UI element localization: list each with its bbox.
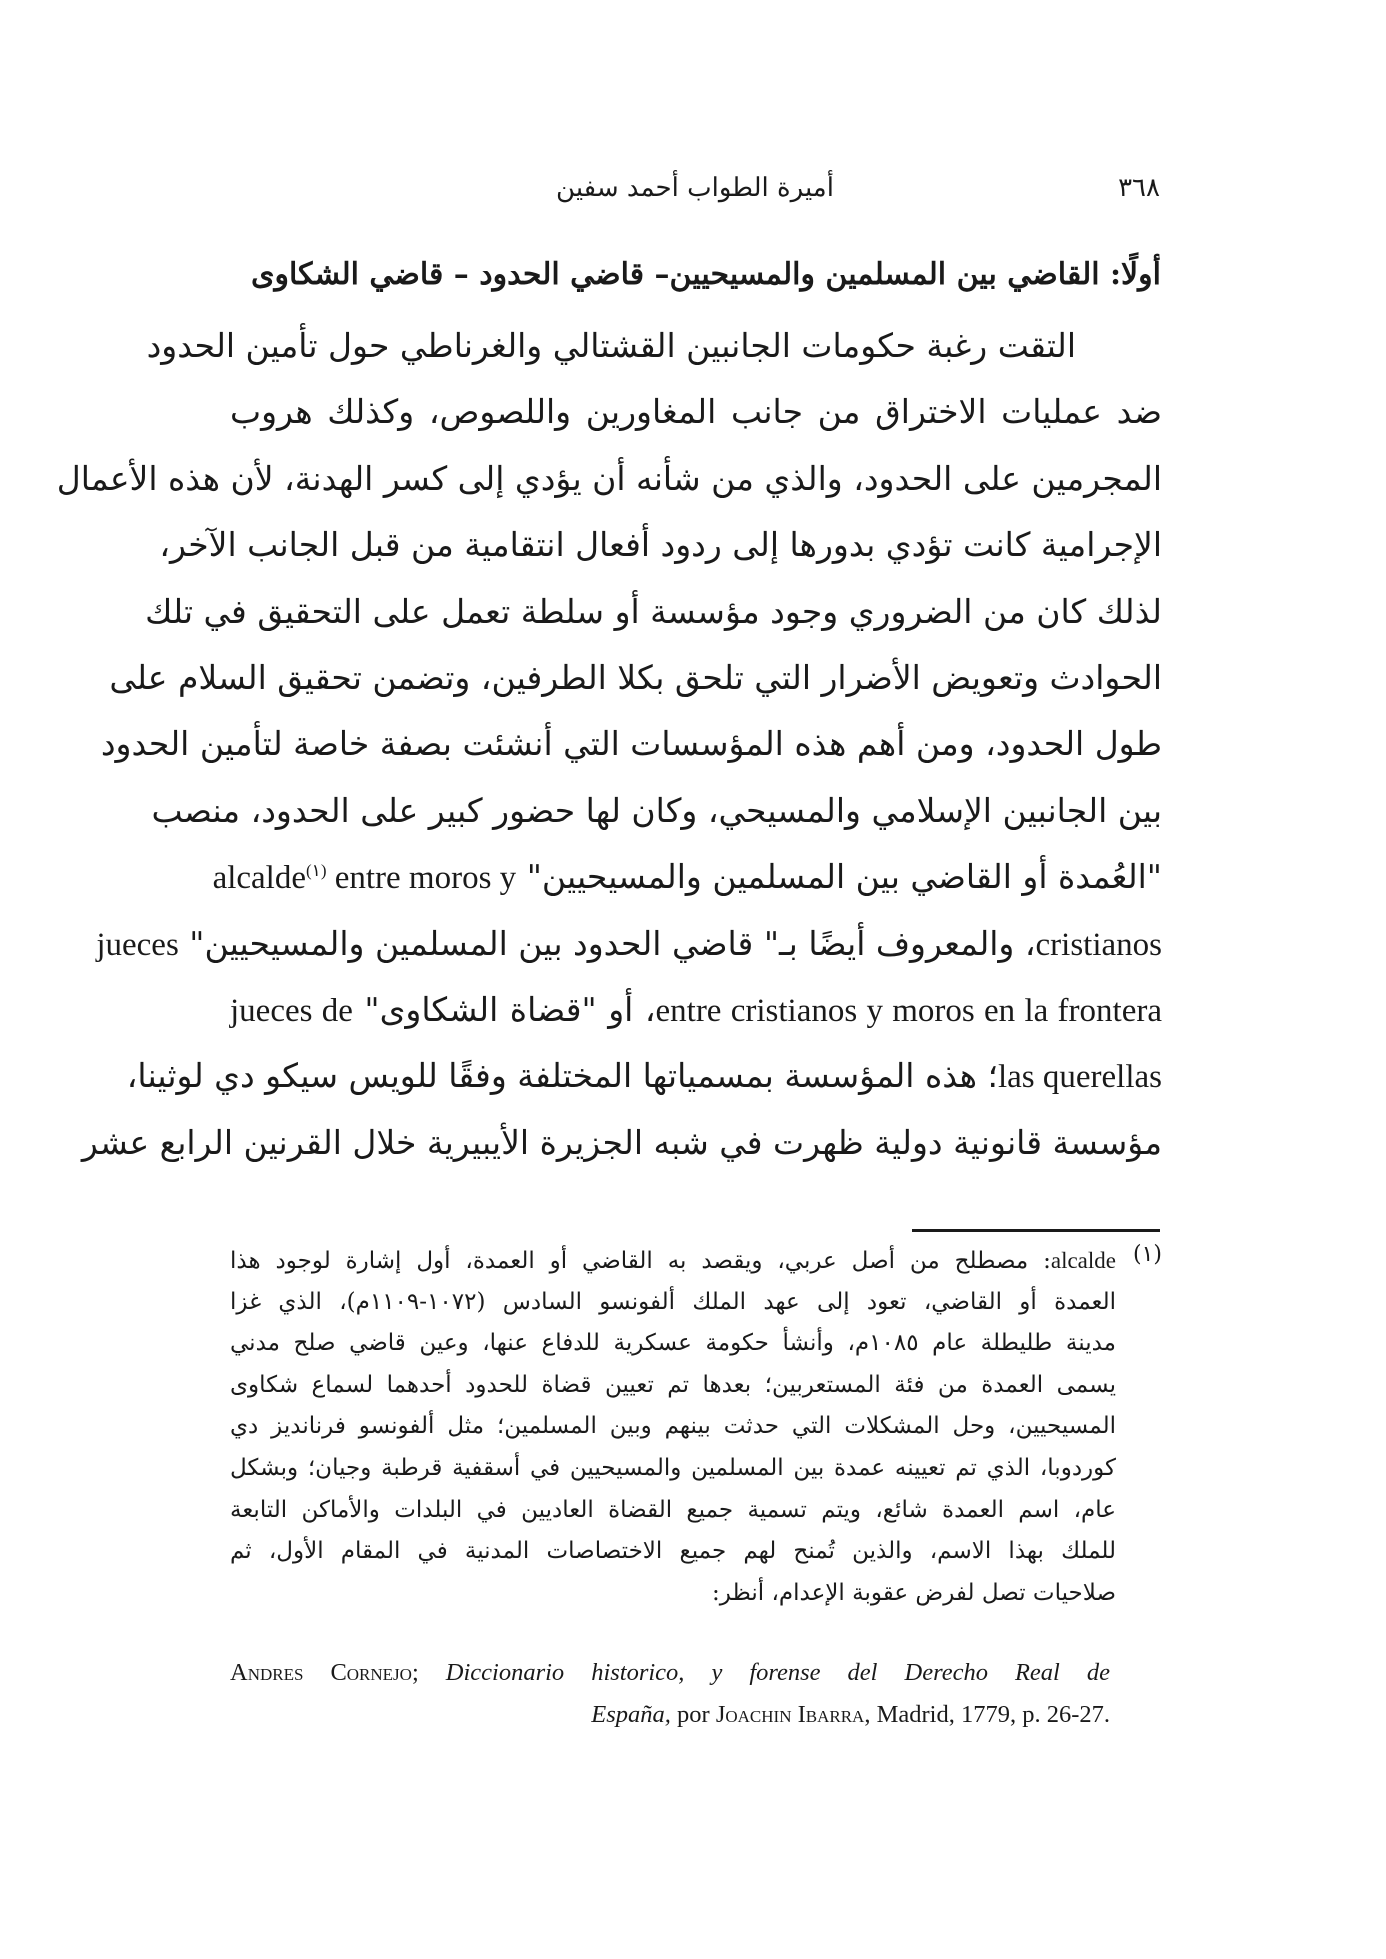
latin-entre-cristianos: entre cristianos y moros en la frontera xyxy=(655,992,1162,1029)
body-line-mixed xyxy=(230,977,1162,1043)
arabic-also-known: ، والمعروف أيضًا بـ" قاضي الحدود بين المسلمين والمسيحيين" xyxy=(189,923,1036,963)
latin-entre-moros: entre moros y xyxy=(334,860,517,897)
bibliography-title: Diccionario historico, y forense del Derecho Real de xyxy=(445,1659,1110,1686)
body-line-mixed xyxy=(212,844,1162,910)
footnote-line: عام، اسم العمدة شائع، ويتم تسمية جميع القضاة العاديين في البلدات والأماكن التابعة xyxy=(230,1496,1116,1523)
footnote-marker[interactable]: (١) xyxy=(306,861,327,881)
footnote-first-line: : مصطلح من أصل عربي، ويقصد به القاضي أو العمدة، أول إشارة لوجود هذا xyxy=(230,1248,1051,1274)
latin-cristianos: cristianos xyxy=(1035,926,1162,963)
bibliography-by: por xyxy=(670,1701,716,1728)
body-line: بين الجانبين الإسلامي والمسيحي، وكان لها حضور كبير على الحدود، منصب xyxy=(151,790,1162,830)
arabic-complaints-judges: ، أو "قضاة الشكاوى" xyxy=(364,989,656,1029)
bibliography-author: Andres Cornejo xyxy=(230,1659,412,1686)
body-text xyxy=(56,313,1162,1176)
footnote xyxy=(230,1240,1162,1614)
footnote-line xyxy=(230,1240,1162,1282)
latin-alcalde: alcalde xyxy=(212,860,306,897)
running-title: أميرة الطواب أحمد سفين xyxy=(556,173,834,203)
body-line: لذلك كان من الضروري وجود مؤسسة أو سلطة تعمل على التحقيق في تلك xyxy=(145,591,1162,631)
footnote-line: كوردوبا، الذي تم تعيينه عمدة بين المسلمين والمسيحيين في أسقفية قرطبة وجيان؛ وبشكل xyxy=(230,1454,1116,1481)
body-line-mixed xyxy=(96,911,1162,977)
bibliography-line xyxy=(230,1694,1110,1736)
bibliography-separator: ; xyxy=(411,1659,446,1686)
bibliography-publisher: Joachin Ibarra xyxy=(715,1701,865,1728)
bibliography-title-end: España, xyxy=(591,1701,671,1728)
footnote-term: alcalde xyxy=(1050,1248,1116,1273)
bibliography-rest: , Madrid, 1779, p. 26-27. xyxy=(864,1701,1110,1728)
footnote-line: صلاحيات تصل لفرض عقوبة الإعدام، أنظر: xyxy=(712,1579,1116,1606)
body-line: طول الحدود، ومن أهم هذه المؤسسات التي أنشئت بصفة خاصة لتأمين الحدود xyxy=(100,724,1162,764)
latin-jueces: jueces xyxy=(96,926,179,963)
latin-jueces-de: jueces de xyxy=(230,992,353,1029)
page-number: ٣٦٨ xyxy=(1118,173,1160,203)
footnote-line: للملك بهذا الاسم، والذين تُمنح لهم جميع الاختصاصات المدنية في المقام الأول، ثم xyxy=(230,1538,1116,1565)
page-header xyxy=(230,168,1160,208)
latin-term xyxy=(213,860,517,896)
body-line: التقت رغبة حكومات الجانبين القشتالي والغرناطي حول تأمين الحدود xyxy=(146,326,1076,365)
footnote-separator xyxy=(912,1229,1160,1232)
body-line: المجرمين على الحدود، والذي من شأنه أن يؤدي إلى كسر الهدنة، لأن هذه الأعمال xyxy=(56,458,1162,498)
body-line: الإجرامية كانت تؤدي بدورها إلى ردود أفعال انتقامية من قبل الجانب الآخر، xyxy=(159,525,1162,565)
bibliography-reference xyxy=(230,1652,1110,1736)
body-line: الحوادث وتعويض الأضرار التي تلحق بكلا الطرفين، وتضمن تحقيق السلام على xyxy=(109,657,1162,697)
arabic-quote: "العُمدة أو القاضي بين المسلمين والمسيحيين" xyxy=(526,857,1162,897)
footnote-number: (١) xyxy=(1132,1242,1162,1267)
bibliography-line xyxy=(230,1652,1110,1694)
latin-las-querellas: las querellas xyxy=(997,1059,1162,1096)
footnote-line: مدينة طليطلة عام ١٠٨٥م، وأنشأ حكومة عسكرية للدفاع عنها، وعين قاضي صلح مدني xyxy=(230,1330,1116,1357)
section-heading: أولًا: القاضي بين المسلمين والمسيحيين– قاضي الحدود – قاضي الشكاوى xyxy=(251,257,1161,292)
body-line-mixed xyxy=(126,1043,1162,1109)
body-line: ضد عمليات الاختراق من جانب المغاورين واللصوص، وكذلك هروب xyxy=(230,392,1162,432)
arabic-institution: ؛ هذه المؤسسة بمسمياتها المختلفة وفقًا للويس سيكو دي لوثينا، xyxy=(126,1056,998,1096)
footnote-line: يسمى العمدة من فئة المستعربين؛ بعدها تم تعيين قضاة للحدود أحدهما لسماع شكاوى xyxy=(230,1371,1116,1398)
footnote-line: المسيحيين، وحل المشكلات التي حدثت بينهم وبين المسلمين؛ مثل ألفونسو فرنانديز دي xyxy=(230,1413,1116,1440)
body-line: مؤسسة قانونية دولية ظهرت في شبه الجزيرة الأيبيرية خلال القرنين الرابع عشر xyxy=(81,1122,1162,1162)
footnote-line: العمدة أو القاضي، تعود إلى عهد الملك ألفونسو السادس (١٠٧٢-١١٠٩م)، الذي غزا xyxy=(230,1288,1117,1315)
